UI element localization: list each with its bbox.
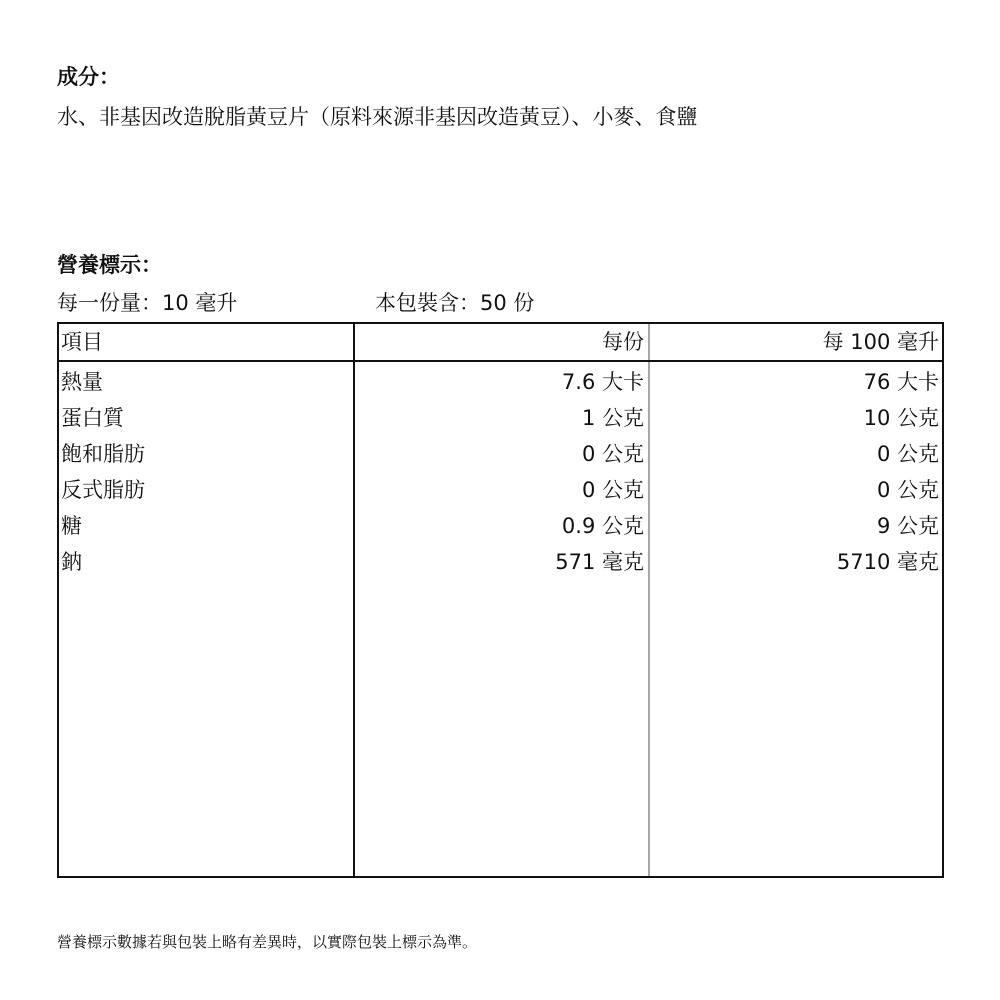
row-name: 熱量 xyxy=(61,370,103,394)
header-divider xyxy=(59,360,942,362)
header-item: 項目 xyxy=(61,330,103,354)
row-name: 蛋白質 xyxy=(61,406,124,430)
row-per-serving: 0 公克 xyxy=(581,478,644,502)
footnote: 營養標示數據若與包裝上略有差異時，以實際包裝上標示為準。 xyxy=(57,933,478,951)
nutrition-title: 營養標示： xyxy=(57,253,162,277)
row-per-100ml: 9 公克 xyxy=(876,514,939,538)
row-per-100ml: 0 公克 xyxy=(876,478,939,502)
row-per-100ml: 0 公克 xyxy=(876,442,939,466)
row-per-serving: 1 公克 xyxy=(581,406,644,430)
serving-size: 每一份量：10 毫升 xyxy=(57,291,238,315)
header-per-100ml: 每 100 毫升 xyxy=(822,330,939,354)
row-per-serving: 0 公克 xyxy=(581,442,644,466)
row-per-100ml: 76 大卡 xyxy=(863,370,939,394)
header-per-serving: 每份 xyxy=(602,330,644,354)
nutrition-table xyxy=(57,322,944,878)
row-per-serving: 0.9 公克 xyxy=(561,514,644,538)
row-name: 反式脂肪 xyxy=(61,478,145,502)
ingredients-title: 成分： xyxy=(57,65,120,89)
ingredients-text: 水、非基因改造脫脂黃豆片（原料來源非基因改造黃豆）、小麥、食鹽 xyxy=(57,105,698,129)
row-name: 飽和脂肪 xyxy=(61,442,145,466)
row-per-100ml: 5710 毫克 xyxy=(836,550,939,574)
servings-per-pack: 本包裝含：50 份 xyxy=(375,291,535,315)
row-per-100ml: 10 公克 xyxy=(863,406,939,430)
row-per-serving: 571 毫克 xyxy=(555,550,644,574)
row-per-serving: 7.6 大卡 xyxy=(561,370,644,394)
row-name: 鈉 xyxy=(61,550,82,574)
row-name: 糖 xyxy=(61,514,82,538)
